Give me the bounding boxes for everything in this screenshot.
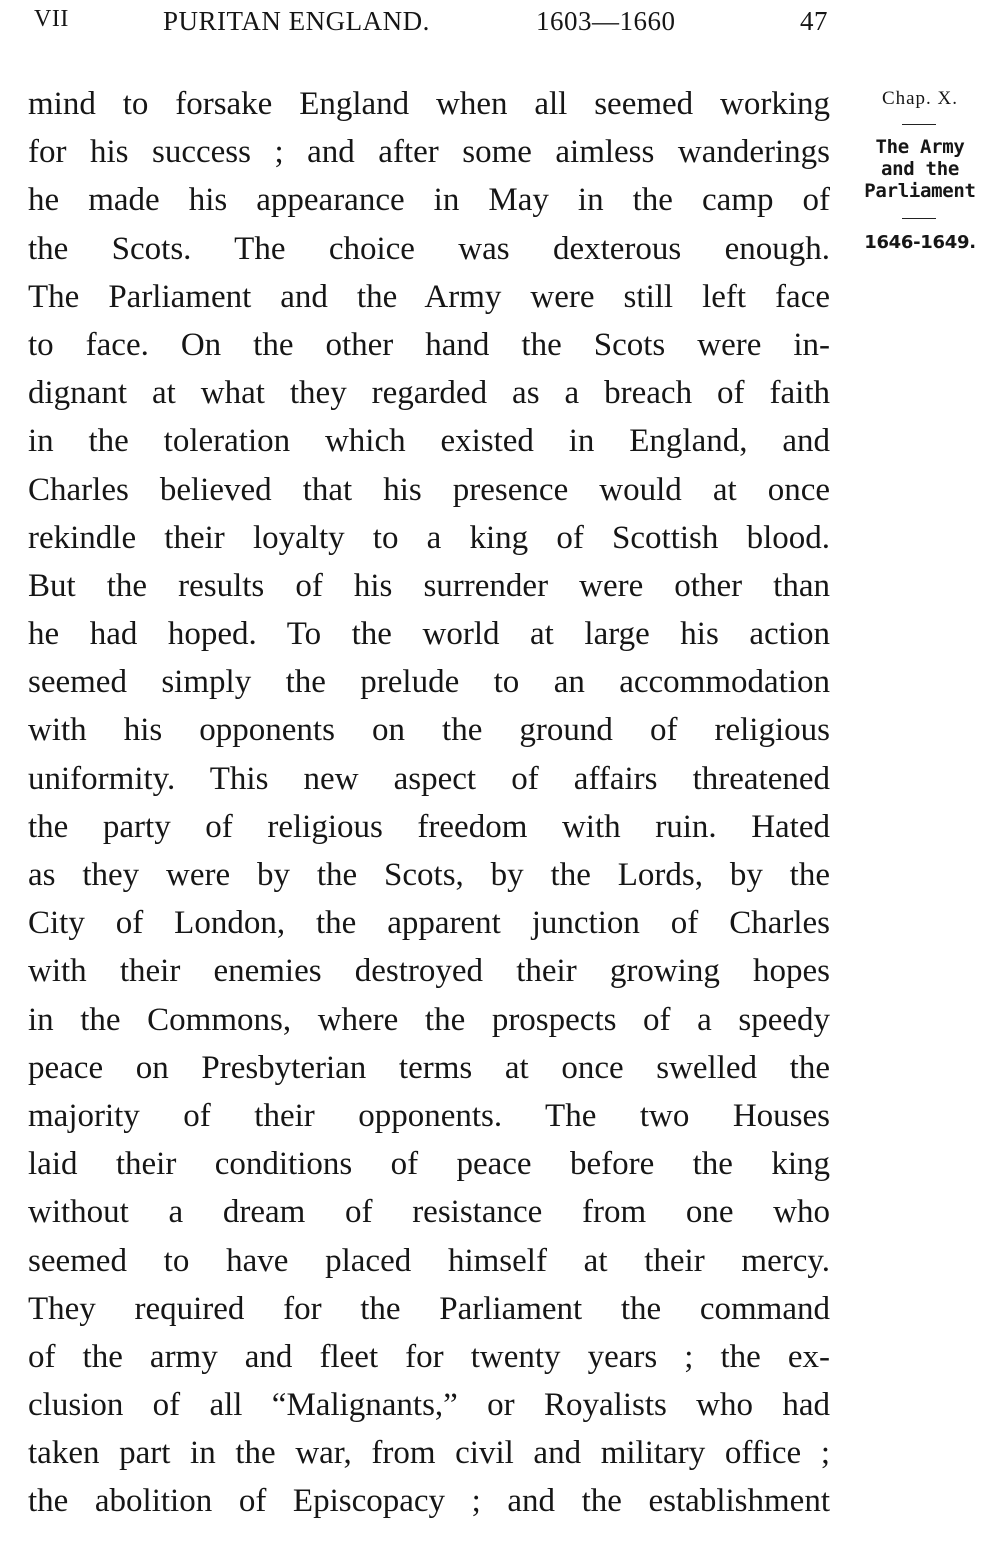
text-line: without a dream of resistance from one who [28,1194,830,1231]
text-line: laid their conditions of peace before the king [28,1146,830,1183]
text-line: with their enemies destroyed their growing hopes [28,953,830,990]
text-line: the abolition of Episcopacy ; and the establishment [28,1483,830,1520]
text-line: clusion of all “Malignants,” or Royalists who had [28,1387,830,1424]
margin-divider [902,218,936,219]
text-line: Charles believed that his presence would at once [28,471,830,508]
text-line: of the army and fleet for twenty years ; the ex- [28,1338,830,1375]
page-number: 47 [800,6,828,36]
text-line: to face. On the other hand the Scots were in- [28,326,830,363]
running-head [28,6,830,42]
text-line: seemed to have placed himself at their mercy. [28,1242,830,1279]
text-line: mind to forsake England when all seemed working [28,86,830,122]
body-text [28,80,830,1526]
margin-chapter-label: Chap. X. [881,88,959,109]
text-line: But the results of his surrender were other than [28,567,830,604]
chapter-roman-numeral: VII [34,6,69,32]
text-line: he had hoped. To the world at large his action [28,616,830,653]
sidenote-line: The Army [875,136,965,158]
period-years: 1603—1660 [536,6,676,36]
margin-divider [902,124,936,125]
text-line: in the Commons, where the prospects of a speedy [28,1001,830,1038]
text-line: with his opponents on the ground of religious [28,712,830,749]
text-line: seemed simply the prelude to an accommodation [28,664,830,701]
text-line: in the toleration which existed in England, and [28,423,830,460]
text-line: They required for the Parliament the command [28,1290,830,1327]
text-line: peace on Presbyterian terms at once swelled the [28,1049,830,1086]
text-line: he made his appearance in May in the camp of [28,182,830,219]
text-line: the Scots. The choice was dexterous enough. [28,230,830,267]
margin-dates: 1646-1649. [864,232,976,253]
sidenote-line: and the [881,158,959,180]
text-line: City of London, the apparent junction of Charles [28,905,830,942]
text-line: as they were by the Scots, by the Lords, by the [28,857,830,893]
text-line: dignant at what they regarded as a breach of faith [28,375,830,412]
text-line: rekindle their loyalty to a king of Scottish blood. [28,519,830,556]
book-title: PURITAN ENGLAND. [163,6,430,36]
text-line: majority of their opponents. The two Houses [28,1097,830,1134]
text-line: the party of religious freedom with ruin. Hated [28,808,830,845]
text-line: The Parliament and the Army were still left face [28,278,830,315]
sidenote-line: Parliament [864,180,976,202]
text-line: for his success ; and after some aimless wanderings [28,134,830,171]
text-line: uniformity. This new aspect of affairs threatened [28,760,830,797]
text-line: taken part in the war, from civil and military office ; [28,1435,830,1472]
margin-sidenote [845,136,995,202]
